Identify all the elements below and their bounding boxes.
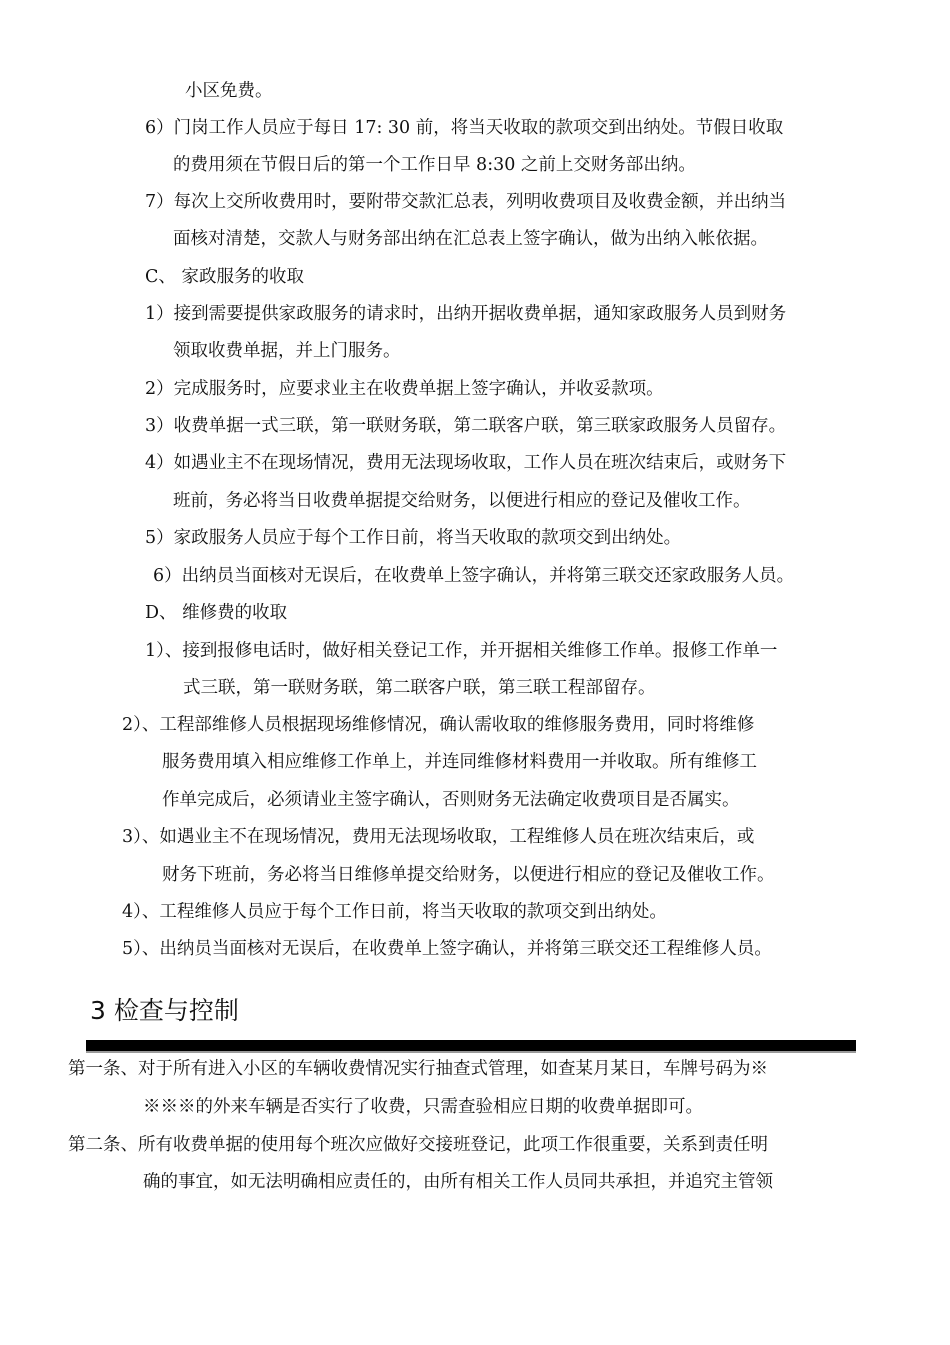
text-line: 小区免费。 (185, 81, 273, 101)
list-item-6: 6）门岗工作人员应于每日 17: 30 前，将当天收取的款项交到出纳处。节假日收取 (145, 118, 784, 138)
list-item-2: 2）完成服务时，应要求业主在收费单据上签字确认，并收妥款项。 (145, 379, 664, 399)
list-item-1: 1）接到需要提供家政服务的请求时，出纳开据收费单据，通知家政服务人员到财务 (145, 304, 787, 324)
section-heading: 3 检查与控制 (90, 996, 239, 1025)
subsection-heading-d: D、 维修费的收取 (145, 603, 288, 623)
article-2: 第二条、所有收费单据的使用每个班次应做好交接班登记，此项工作很重要，关系到责任明 (68, 1135, 768, 1155)
list-item-6: 6）出纳员当面核对无误后，在收费单上签字确认，并将第三联交还家政服务人员。 (153, 566, 795, 586)
subsection-heading-c: C、 家政服务的收取 (145, 267, 304, 287)
list-item-1: 1）、接到报修电话时，做好相关登记工作，并开据相关维修工作单。报修工作单一 (145, 641, 778, 661)
text-line: 的费用须在节假日后的第一个工作日早 8:30 之前上交财务部出纳。 (173, 155, 696, 175)
text-line: 服务费用填入相应维修工作单上，并连同维修材料费用一并收取。所有维修工 (162, 752, 757, 772)
list-item-5: 5）、出纳员当面核对无误后，在收费单上签字确认，并将第三联交还工程维修人员。 (122, 939, 772, 959)
text-line: 确的事宜，如无法明确相应责任的，由所有相关工作人员同共承担，并追究主管领 (143, 1172, 773, 1192)
text-line: 财务下班前，务必将当日维修单提交给财务，以便进行相应的登记及催收工作。 (162, 865, 775, 885)
list-item-7: 7）每次上交所收费用时，要附带交款汇总表，列明收费项目及收费金额，并出纳当 (145, 192, 787, 212)
text-line: 班前，务必将当日收费单据提交给财务，以便进行相应的登记及催收工作。 (173, 491, 751, 511)
text-line: 式三联，第一联财务联，第二联客户联，第三联工程部留存。 (183, 678, 656, 698)
text-line: 作单完成后，必须请业主签字确认，否则财务无法确定收费项目是否属实。 (162, 790, 740, 810)
text-line: 面核对清楚，交款人与财务部出纳在汇总表上签字确认，做为出纳入帐依据。 (173, 229, 768, 249)
list-item-4: 4）、工程维修人员应于每个工作日前，将当天收取的款项交到出纳处。 (122, 902, 667, 922)
text-line: ※※※的外来车辆是否实行了收费，只需查验相应日期的收费单据即可。 (143, 1097, 703, 1117)
text-line: 领取收费单据，并上门服务。 (173, 341, 401, 361)
list-item-3: 3）收费单据一式三联，第一联财务联，第二联客户联，第三联家政服务人员留存。 (145, 416, 787, 436)
list-item-3: 3）、如遇业主不在现场情况，费用无法现场收取，工程维修人员在班次结束后，或 (122, 827, 755, 847)
list-item-4: 4）如遇业主不在现场情况，费用无法现场收取，工作人员在班次结束后，或财务下 (145, 453, 787, 473)
list-item-2: 2）、工程部维修人员根据现场维修情况，确认需收取的维修服务费用，同时将维修 (122, 715, 755, 735)
heading-divider (86, 1040, 856, 1053)
list-item-5: 5）家政服务人员应于每个工作日前，将当天收取的款项交到出纳处。 (145, 528, 682, 548)
article-1: 第一条、对于所有进入小区的车辆收费情况实行抽查式管理，如查某月某日，车牌号码为※ (68, 1059, 768, 1079)
